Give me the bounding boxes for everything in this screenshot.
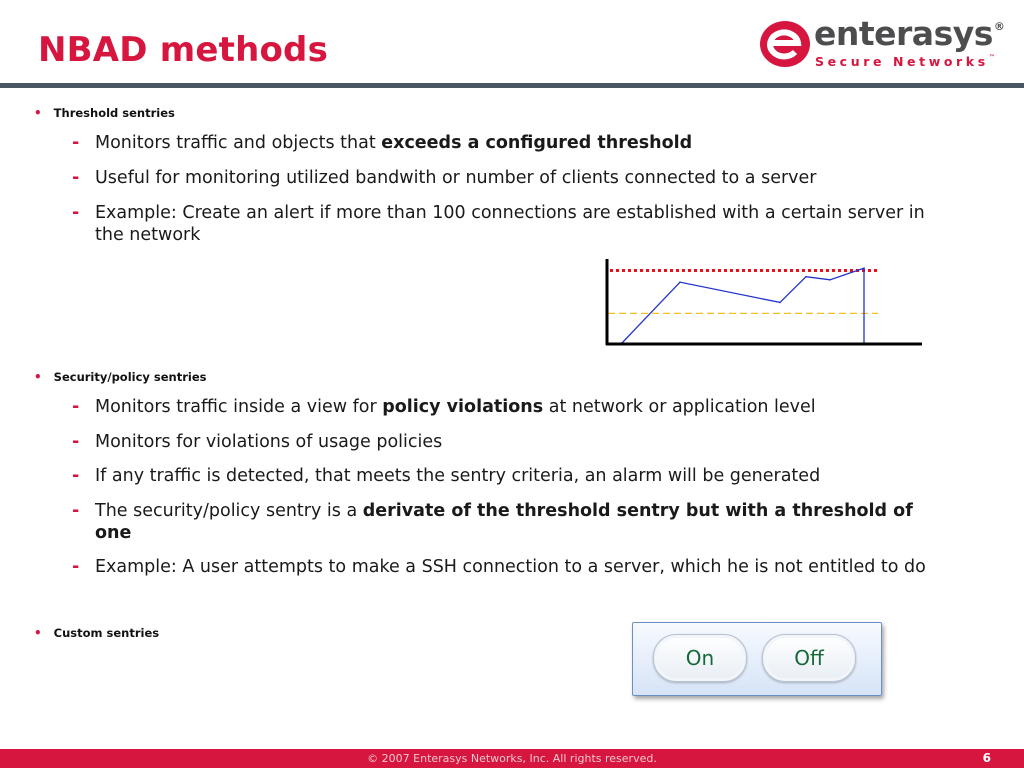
data-point [779,302,781,304]
threshold-chart [600,255,930,350]
series-line [622,268,864,343]
section-heading: • Custom sentries [34,626,160,640]
logo-tagline: Secure Networks™ [815,54,995,69]
list-item: - If any traffic is detected, that meets the sentry criteria, an alarm will be generated [72,466,821,486]
section-heading: • Threshold sentries [34,106,175,120]
list-item: - Example: A user attempts to make a SSH connection to a server, which he is not entitled to do [72,557,926,577]
data-point [679,281,681,283]
enterasys-e-icon [758,16,814,72]
list-item: - Monitors traffic and objects that exceeds a configured threshold [72,133,693,153]
list-item: - Example: Create an alert if more than 100 connections are established with a certain server in the network [72,203,925,245]
off-button[interactable]: Off [762,634,856,682]
data-point [863,267,865,269]
section-heading: • Security/policy sentries [34,370,207,384]
list-item: - Monitors traffic inside a view for policy violations at network or application level [72,397,816,417]
on-off-toggle [632,622,882,696]
list-item: - Monitors for violations of usage policies [72,432,443,452]
data-point [829,279,831,281]
page-number: 6 [982,751,991,765]
on-button[interactable]: On [653,634,747,682]
logo-wordmark: enterasys® [814,14,1005,53]
footer-bar [0,749,1024,768]
list-item: - Useful for monitoring utilized bandwith or number of clients connected to a server [72,168,817,188]
enterasys-logo [758,14,1004,76]
slide-title: NBAD methods [38,30,329,70]
data-point [805,276,807,278]
copyright-text: © 2007 Enterasys Networks, Inc. All rights reserved. [367,752,657,765]
list-item: - The security/policy sentry is a derivate of the threshold sentry but with a threshold of one [72,501,913,543]
title-divider [0,83,1024,88]
